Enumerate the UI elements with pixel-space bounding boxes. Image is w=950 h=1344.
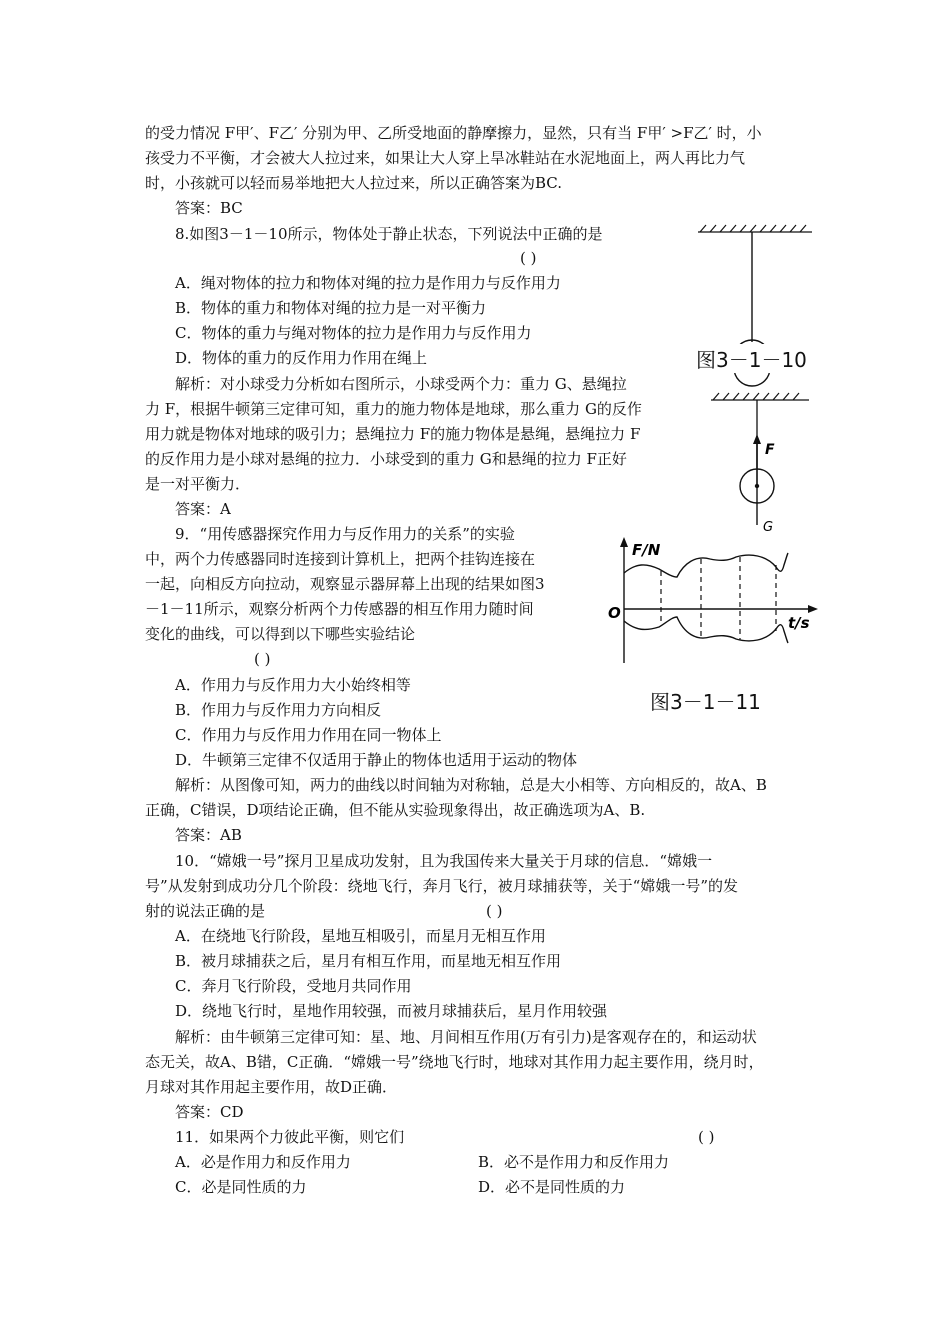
answer-line: 答案：CD — [175, 1103, 244, 1121]
text-line: 中，两个力传感器同时连接到计算机上，把两个挂钩连接在 — [145, 550, 536, 568]
force-label-F: F — [765, 442, 775, 458]
text-line: 的反作用力是小球对悬绳的拉力．小球受到的重力 G和悬绳的拉力 F正好 — [145, 450, 627, 468]
ceiling-hatch — [711, 393, 809, 400]
option-line: D．牛顿第三定律不仅适用于静止的物体也适用于运动的物体 — [175, 751, 578, 769]
option-line: D．物体的重力的反作用力作用在绳上 — [175, 349, 428, 367]
question-11: 11．如果两个力彼此平衡，则它们 — [175, 1128, 405, 1146]
text-line: 变化的曲线，可以得到以下哪些实验结论 — [145, 625, 416, 643]
x-arrow — [808, 605, 818, 613]
text-line: 态无关，故A、B错，C正确．“嫦娥一号”绕地飞行时，地球对其作用力起主要作用，绕月时， — [145, 1053, 764, 1071]
text-line: 力 F，根据牛顿第三定律可知，重力的施力物体是地球，那么重力 G的反作 — [145, 400, 642, 418]
option-line: C．奔月飞行阶段，受地月共同作用 — [175, 977, 412, 995]
lower-curve — [624, 617, 788, 643]
option-line: A．绳对物体的拉力和物体对绳的拉力是作用力与反作用力 — [175, 274, 561, 292]
option-line: A．在绕地飞行阶段，星地互相吸引，而星月无相互作用 — [175, 927, 546, 945]
answer-paren: ( ) — [486, 902, 503, 920]
figure-3-1-10-caption: 图3－1－10 — [694, 344, 809, 373]
option-a: A．必是作用力和反作用力 — [175, 1153, 351, 1171]
figure-3-1-11-graph — [604, 533, 824, 668]
question-9: 9．“用传感器探究作用力与反作用力的关系”的实验 — [175, 525, 515, 543]
text-line: 正确，C错误，D项结论正确，但不能从实验现象得出，故正确选项为A、B. — [145, 801, 646, 819]
text-line: 时，小孩就可以轻而易举地把大人拉过来，所以正确答案为BC. — [145, 174, 563, 192]
answer-line: 答案：A — [175, 500, 231, 518]
option-line: B．被月球捕获之后，星月有相互作用，而星地无相互作用 — [175, 952, 562, 970]
option-d: D．必不是同性质的力 — [478, 1178, 626, 1196]
ceiling-hatch — [698, 225, 812, 232]
text-line: 号”从发射到成功分几个阶段：绕地飞行，奔月飞行，被月球捕获等，关于“嫦娥一号”的发 — [145, 877, 739, 895]
option-line: B．作用力与反作用力方向相反 — [175, 701, 382, 719]
text-line: －1－11所示，观察分析两个力传感器的相互作用力随时间 — [145, 600, 534, 618]
answer-line: 答案：BC — [175, 199, 243, 217]
option-line: C．物体的重力与绳对物体的拉力是作用力与反作用力 — [175, 324, 532, 342]
option-line: A．作用力与反作用力大小始终相等 — [175, 676, 411, 694]
option-line: C．作用力与反作用力作用在同一物体上 — [175, 726, 442, 744]
arrow-head — [753, 434, 761, 444]
text-line: 月球对其作用起主要作用，故D正确． — [145, 1078, 398, 1096]
analysis-line: 解析：从图像可知，两力的曲线以时间轴为对称轴，总是大小相等、方向相反的，故A、B — [175, 776, 767, 794]
y-axis-label: F/N — [632, 541, 661, 559]
answer-paren: ( ) — [520, 249, 537, 267]
text-line: 射的说法正确的是 — [145, 902, 266, 920]
text-line: 一起，向相反方向拉动，观察显示器屏幕上出现的结果如图3 — [145, 575, 545, 593]
x-axis-label: t/s — [788, 614, 810, 632]
force-diagram — [705, 390, 815, 535]
text-line: 用力就是物体对地球的吸引力；悬绳拉力 F的施力物体是悬绳，悬绳拉力 F — [145, 425, 641, 443]
answer-line: 答案：AB — [175, 826, 242, 844]
force-label-G: G — [763, 520, 774, 535]
question-8: 8.如图3－1－10所示，物体处于静止状态，下列说法中正确的是 — [175, 225, 603, 243]
option-c: C．必是同性质的力 — [175, 1178, 307, 1196]
origin-label: O — [608, 604, 621, 622]
text-line: 是一对平衡力． — [145, 475, 251, 493]
analysis-line: 解析：由牛顿第三定律可知：星、地、月间相互作用(万有引力)是客观存在的，和运动状 — [175, 1028, 757, 1046]
option-line: B．物体的重力和物体对绳的拉力是一对平衡力 — [175, 299, 487, 317]
option-b: B．必不是作用力和反作用力 — [478, 1153, 670, 1171]
y-arrow — [620, 537, 628, 547]
question-10: 10．“嫦娥一号”探月卫星成功发射，且为我国传来大量关于月球的信息．“嫦娥一 — [175, 852, 713, 870]
answer-paren: ( ) — [698, 1128, 715, 1146]
option-line: D．绕地飞行时，星地作用较强，而被月球捕获后，星月作用较强 — [175, 1002, 608, 1020]
analysis-line: 解析：对小球受力分析如右图所示，小球受两个力：重力 G、悬绳拉 — [175, 375, 627, 393]
text-line: 的受力情况 F甲′、F乙′ 分别为甲、乙所受地面的静摩擦力，显然，只有当 F甲′ >F乙′ 时，小 — [145, 124, 762, 142]
figure-3-1-11-caption: 图3－1－11 — [650, 690, 761, 714]
text-line: 孩受力不平衡，才会被大人拉过来，如果让大人穿上旱冰鞋站在水泥地面上，两人再比力气 — [145, 149, 746, 167]
dashed-lines — [661, 557, 776, 640]
answer-paren: ( ) — [254, 650, 271, 668]
